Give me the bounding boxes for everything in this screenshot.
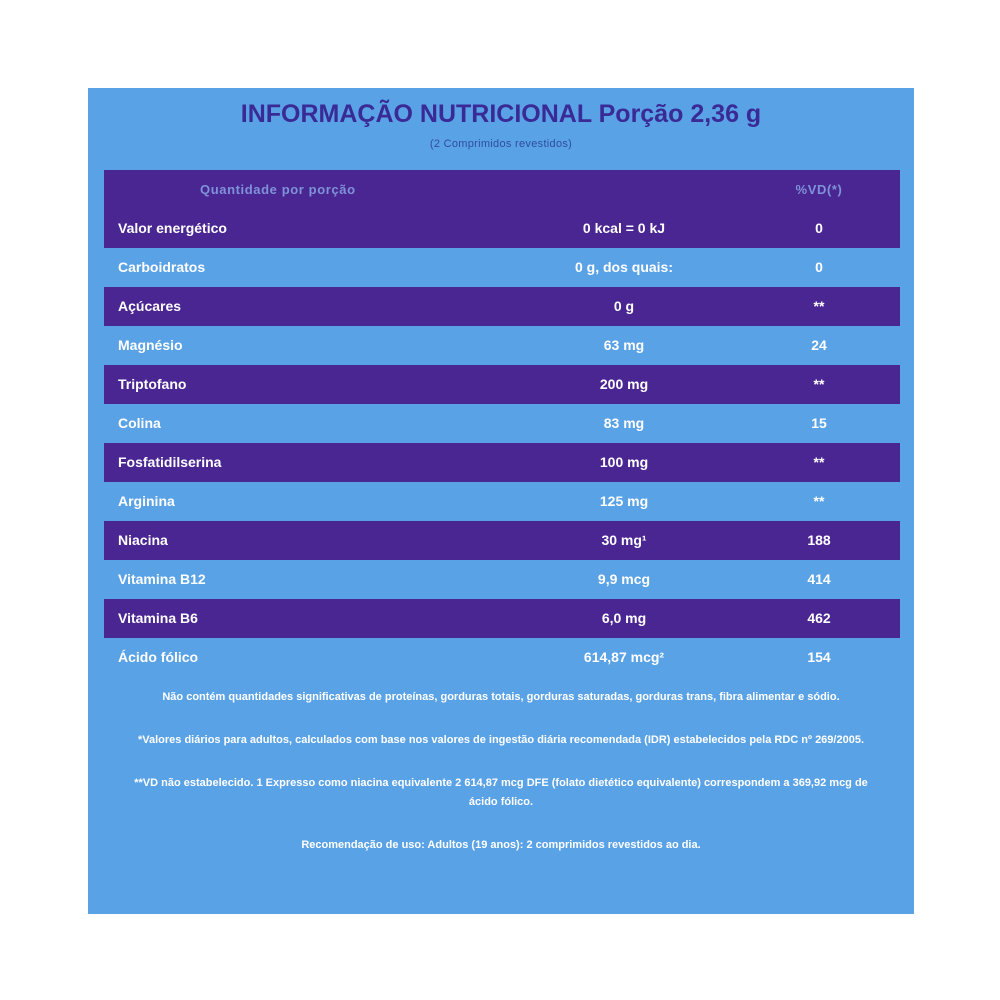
nutrient-name: Niacina xyxy=(118,532,168,548)
nutrient-amount: 125 mg xyxy=(599,493,649,509)
nutrient-vd: ** xyxy=(813,376,825,392)
nutrient-amount: 0 kcal = 0 kJ xyxy=(582,220,666,236)
nutrient-amount: 100 mg xyxy=(599,454,649,470)
table-row xyxy=(104,287,900,326)
table-header-row xyxy=(104,170,900,209)
table-row xyxy=(104,209,900,248)
table-row xyxy=(104,638,900,677)
footnote-not-significant: Não contém quantidades significativas de proteínas, gorduras totais, gorduras saturadas, gorduras trans, fibra alimentar e sódio. xyxy=(162,691,840,703)
table-row xyxy=(104,599,900,638)
footnotes xyxy=(128,688,874,855)
nutrient-name: Fosfatidilserina xyxy=(118,454,222,470)
nutrient-amount: 200 mg xyxy=(599,376,649,392)
nutrient-amount: 6,0 mg xyxy=(601,610,647,626)
nutrient-name: Arginina xyxy=(118,493,175,509)
table-row xyxy=(104,404,900,443)
nutrient-vd: 0 xyxy=(815,220,823,236)
nutrient-vd: ** xyxy=(813,493,825,509)
nutrient-vd: 188 xyxy=(807,532,831,548)
nutrient-name: Colina xyxy=(118,415,161,431)
nutrient-vd: 24 xyxy=(811,337,827,353)
nutrient-vd: 462 xyxy=(807,610,831,626)
table-row xyxy=(104,521,900,560)
table-row xyxy=(104,560,900,599)
nutrient-vd: 154 xyxy=(807,649,831,665)
nutrition-facts-panel xyxy=(88,88,914,914)
nutrient-amount: 63 mg xyxy=(603,337,645,353)
footnote-vd-not-established: **VD não estabelecido. 1 Expresso como niacina equivalente 2 614,87 mcg DFE (folato dietético equivalente) correspondem a 369,92 mcg de ácido fólico. xyxy=(134,777,868,808)
nutrient-amount: 614,87 mcg² xyxy=(583,649,665,665)
table-row xyxy=(104,365,900,404)
nutrient-vd: ** xyxy=(813,298,825,314)
nutrition-table xyxy=(104,170,900,677)
nutrient-name: Triptofano xyxy=(118,376,187,392)
table-row xyxy=(104,326,900,365)
column-header-vd: %VD(*) xyxy=(795,182,843,197)
nutrient-name: Açúcares xyxy=(118,298,182,314)
nutrient-amount: 30 mg¹ xyxy=(601,532,647,548)
nutrient-name: Carboidratos xyxy=(118,259,206,275)
nutrient-vd: 414 xyxy=(807,571,831,587)
footnote-usage-recommendation: Recomendação de uso: Adultos (19 anos): 2 comprimidos revestidos ao dia. xyxy=(301,839,701,851)
column-header-quantity: Quantidade por porção xyxy=(200,182,356,197)
nutrient-name: Magnésio xyxy=(118,337,183,353)
nutrient-name: Ácido fólico xyxy=(118,649,199,665)
nutrient-vd: 0 xyxy=(815,259,823,275)
footnote-daily-values: *Valores diários para adultos, calculados com base nos valores de ingestão diária recomendada (IDR) estabelecidos pela RDC nº 269/2005. xyxy=(137,734,865,746)
table-row xyxy=(104,248,900,287)
serving-subtitle: (2 Comprimidos revestidos) xyxy=(429,138,573,150)
nutrient-name: Vitamina B12 xyxy=(118,571,206,587)
nutrient-amount: 0 g xyxy=(613,298,635,314)
nutrient-amount: 9,9 mcg xyxy=(597,571,651,587)
nutrient-name: Valor energético xyxy=(118,220,227,236)
nutrient-amount: 83 mg xyxy=(603,415,645,431)
nutrient-name: Vitamina B6 xyxy=(118,610,198,626)
nutrient-vd: ** xyxy=(813,454,825,470)
table-row xyxy=(104,443,900,482)
nutrient-amount: 0 g, dos quais: xyxy=(574,259,673,275)
table-row xyxy=(104,482,900,521)
page-title: INFORMAÇÃO NUTRICIONAL Porção 2,36 g xyxy=(240,100,762,128)
nutrient-vd: 15 xyxy=(811,415,827,431)
